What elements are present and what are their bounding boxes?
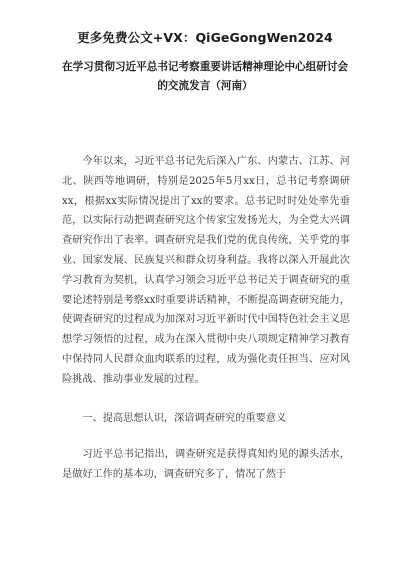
promo-header: 更多免费公文+VX：QiGeGongWen2024 [77, 30, 333, 45]
document-title: 在学习贯彻习近平总书记考察重要讲话精神理论中心组研讨会的交流发言（河南） [61, 61, 349, 92]
body-paragraph-closing: 习近平总书记指出，调查研究是获得真知灼见的源头活水，是做好工作的基本功，调查研究多了，情况了然于 [62, 449, 350, 481]
body-paragraph: 今年以来，习近平总书记先后深入广东、内蒙古、江苏、河北、陕西等地调研，特别是2025年5月xx日，总书记考察调研xx，根据xx实际情况提出了xx的要求。总书记时时处处率先垂范，以实际行动把调查研究这个传家宝发扬光大，为全党大兴调查研究作出了表率。调查研究是我们党的优良传统，关乎党的事业、国家发展、民族复兴和群众切身利益。我将以深入开展此次学习教育为契机，认真学习领会习近平总书记关于调查研究的重要论述特别是考察xx时重要讲话精神，不断提高调查研究能力，使调查研究的过程成为加深对习近平新时代中国特色社会主义思想学习领悟的过程，成为在深入贯彻中央八项规定精神学习教育中保持同人民群众血肉联系的过程，成为强化责任担当、应对风险挑战、推动事业发展的过程。 [62, 156, 350, 385]
document-body [62, 152, 350, 485]
section-heading: 一、提高思想认识，深谙调查研究的重要意义 [82, 412, 287, 424]
